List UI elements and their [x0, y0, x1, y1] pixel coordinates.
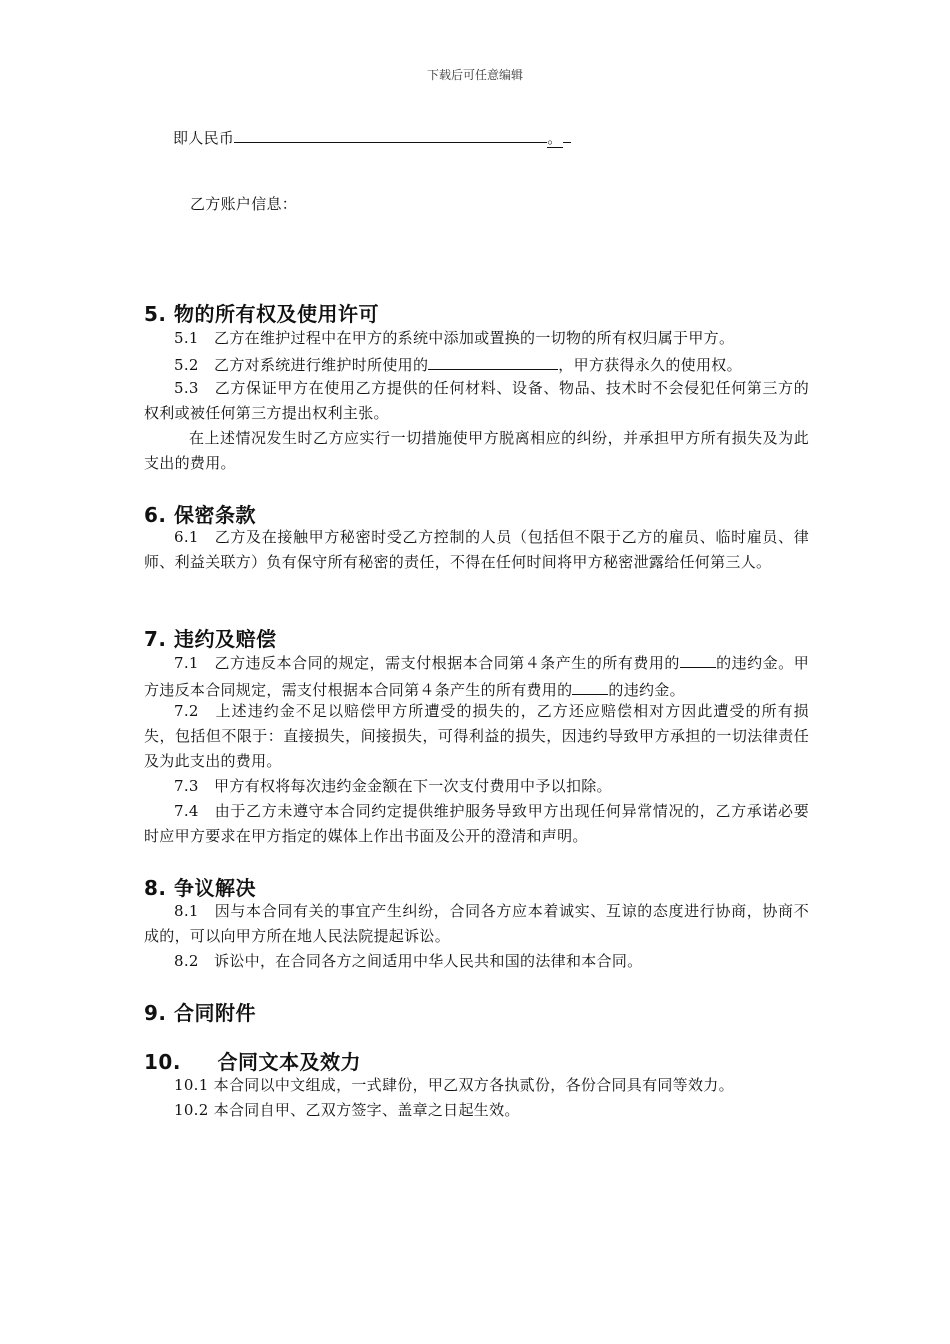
section-number: 10.	[144, 1050, 181, 1074]
clause-7-1-text-a: 7.1 乙方违反本合同的规定，需支付根据本合同第４条产生的所有费用的	[174, 654, 680, 672]
section-title: 物的所有权及使用许可	[173, 302, 379, 326]
clause-5-3-continued: 在上述情况发生时乙方应实行一切措施使甲方脱离相应的纠纷，并承担甲方所有损失及为此支出的费用。	[144, 429, 809, 472]
clause-5-2	[144, 351, 809, 378]
clause-10-2: 10.2 本合同自甲、乙双方签字、盖章之日起生效。	[174, 1101, 520, 1119]
clause-7-1	[144, 649, 809, 703]
clause-6-1: 6.1 乙方及在接触甲方秘密时受乙方控制的人员（包括但不限于乙方的雇员、临时雇员、律师、利益关联方）负有保守所有秘密的责任，不得在任何时间将甲方秘密泄露给任何第三人。	[144, 528, 809, 571]
section-title: 争议解决	[173, 876, 256, 900]
clause-10-1: 10.1 本合同以中文组成，一式肆份，甲乙双方各执贰份，各份合同具有同等效力。	[174, 1076, 734, 1094]
section-number: 7.	[144, 627, 167, 651]
section-title: 合同文本及效力	[217, 1050, 361, 1074]
section-7-heading	[144, 623, 276, 652]
section-title: 保密条款	[173, 503, 256, 527]
section-title: 合同附件	[173, 1001, 256, 1025]
section-number: 5.	[144, 302, 167, 326]
clause-7-3: 7.3 甲方有权将每次违约金金额在下一次支付费用中予以扣除。	[174, 777, 612, 795]
clause-7-1-blank-1[interactable]	[680, 649, 716, 668]
clause-5-2-text-b: ，甲方获得永久的使用权。	[558, 356, 742, 374]
rmb-amount-line	[173, 124, 573, 151]
clause-5-3: 5.3 乙方保证甲方在使用乙方提供的任何材料、设备、物品、技术时不会侵犯任何第三方的权利或被任何第三方提出权利主张。	[144, 379, 809, 422]
section-number: 9.	[144, 1001, 167, 1025]
account-label: 乙方账户信息：	[190, 195, 298, 213]
clause-5-2-blank[interactable]	[428, 351, 558, 370]
section-number: 6.	[144, 503, 167, 527]
rmb-tail-blank	[563, 124, 571, 143]
rmb-suffix: 。	[547, 129, 563, 147]
clause-8-1: 8.1 因与本合同有关的事宜产生纠纷，合同各方应本着诚实、互谅的态度进行协商，协商不成的，可以向甲方所在地人民法院提起诉讼。	[144, 902, 809, 945]
section-10-heading	[144, 1046, 361, 1075]
section-9-heading	[144, 997, 256, 1026]
rmb-amount-blank[interactable]	[234, 124, 547, 143]
section-6-heading	[144, 499, 256, 528]
clause-7-1-blank-2[interactable]	[572, 676, 608, 695]
section-number: 8.	[144, 876, 167, 900]
clause-7-1-text-b: 的违约金。甲方违反本合同规定，需支付根据本合同第４条产生的所有费用的	[144, 654, 809, 699]
rmb-prefix: 即人民币	[173, 129, 235, 147]
clause-7-4: 7.4 由于乙方未遵守本合同约定提供维护服务导致甲方出现任何异常情况的，乙方承诺必要时应甲方要求在甲方指定的媒体上作出书面及公开的澄清和声明。	[144, 802, 809, 845]
section-title: 违约及赔偿	[173, 627, 277, 651]
clause-5-2-text-a: 5.2 乙方对系统进行维护时所使用的	[174, 356, 429, 374]
clause-7-2: 7.2 上述违约金不足以赔偿甲方所遭受的损失的，乙方还应赔偿相对方因此遭受的所有损失，包括但不限于：直接损失，间接损失，可得利益的损失，因违约导致甲方承担的一切法律责任及为此支出的费用。	[144, 702, 809, 770]
clause-8-2: 8.2 诉讼中，在合同各方之间适用中华人民共和国的法律和本合同。	[174, 952, 643, 970]
section-5-heading	[144, 298, 379, 327]
header-note: 下载后可任意编辑	[426, 68, 523, 82]
clause-7-1-text-c: 的违约金。	[608, 681, 685, 699]
section-8-heading	[144, 872, 256, 901]
clause-5-1: 5.1 乙方在维护过程中在甲方的系统中添加或置换的一切物的所有权归属于甲方。	[174, 329, 735, 347]
